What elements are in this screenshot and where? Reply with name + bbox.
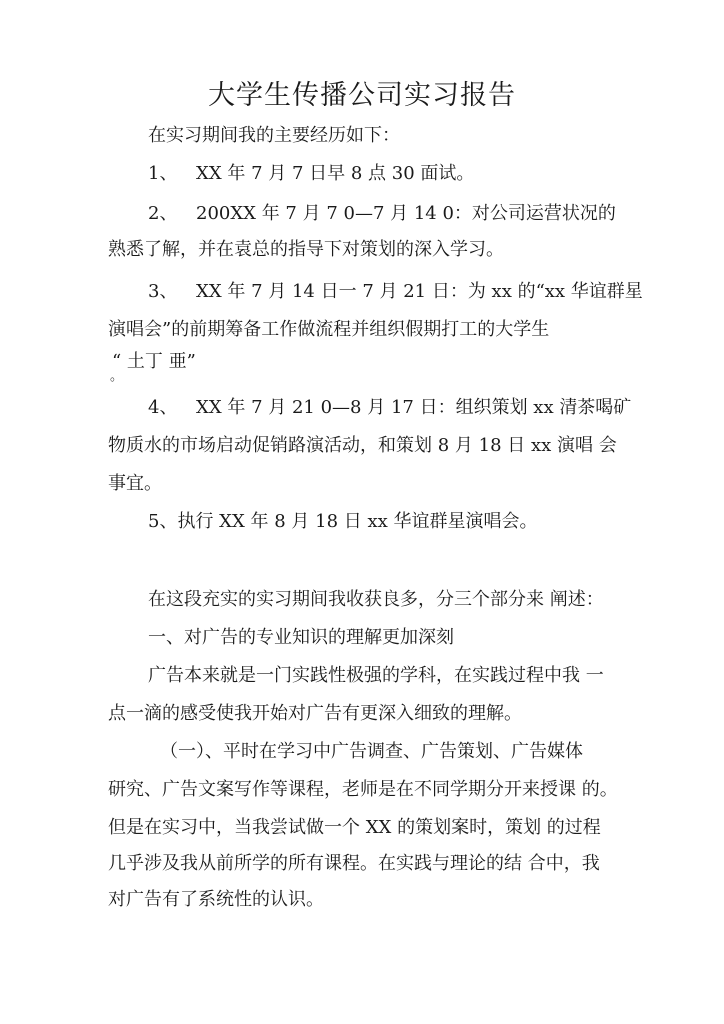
paragraph-2-line-1: （一）、平时在学习中广告调查、广告策划、广告媒体 bbox=[160, 741, 583, 762]
intro-text: 在实习期间我的主要经历如下： bbox=[148, 125, 400, 146]
item-text: 200XX 年 7 月 7 0—7 月 14 0：对公司运营状况的 bbox=[196, 203, 616, 224]
list-item-1 bbox=[148, 162, 474, 186]
item-4-continuation: 物质水的市场启动促销路演活动，和策划 8 月 18 日 xx 演唱 会 bbox=[108, 435, 617, 456]
list-item-4 bbox=[148, 396, 631, 420]
item-number: 3、 bbox=[148, 281, 178, 302]
item-text: XX 年 7 月 7 日早 8 点 30 面试。 bbox=[196, 163, 475, 184]
paragraph-1-line-1: 广告本来就是一门实践性极强的学科，在实践过程中我 一 bbox=[148, 665, 604, 686]
list-item-2 bbox=[148, 202, 616, 226]
item-number: 4、 bbox=[148, 397, 178, 418]
item-3-continuation-2: “ 土丁 亜” bbox=[112, 351, 196, 372]
section-heading: 一、对广告的专业知识的理解更加深刻 bbox=[148, 627, 454, 648]
item-number: 2、 bbox=[148, 203, 178, 224]
item-text: XX 年 7 月 21 0—8 月 17 日：组织策划 xx 清茶喝矿 bbox=[196, 397, 632, 418]
item-2-continuation: 熟悉了解，并在袁总的指导下对策划的深入学习。 bbox=[108, 239, 504, 260]
item-3-continuation: 演唱会”的前期筹备工作做流程并组织假期打工的大学生 bbox=[108, 319, 550, 340]
paragraph-1-line-2: 点一滴的感受使我开始对广告有更深入细致的理解。 bbox=[108, 703, 522, 724]
section-intro: 在这段充实的实习期间我收获良多，分三个部分来 阐述： bbox=[148, 589, 604, 610]
page-title: 大学生传播公司实习报告 bbox=[208, 80, 516, 111]
list-item-5: 5、执行 XX 年 8 月 18 日 xx 华谊群星演唱会。 bbox=[148, 511, 538, 532]
item-number: 1、 bbox=[148, 163, 178, 184]
paragraph-2-line-5: 对广告有了系统性的认识。 bbox=[108, 889, 324, 910]
paragraph-2-line-2: 研究、广告文案写作等课程，老师是在不同学期分开来授课 的。 bbox=[108, 779, 618, 800]
item-4-continuation-2: 事宜。 bbox=[108, 473, 162, 494]
item-text: XX 年 7 月 14 日一 7 月 21 日：为 xx 的“xx 华谊群星 bbox=[196, 281, 643, 302]
paragraph-2-line-4: 几乎涉及我从前所学的所有课程。在实践与理论的结 合中，我 bbox=[108, 853, 600, 874]
item-3-continuation-3: 。 bbox=[110, 369, 124, 384]
paragraph-2-line-3: 但是在实习中，当我尝试做一个 XX 的策划案时，策划 的过程 bbox=[108, 817, 601, 838]
list-item-3 bbox=[148, 280, 643, 304]
